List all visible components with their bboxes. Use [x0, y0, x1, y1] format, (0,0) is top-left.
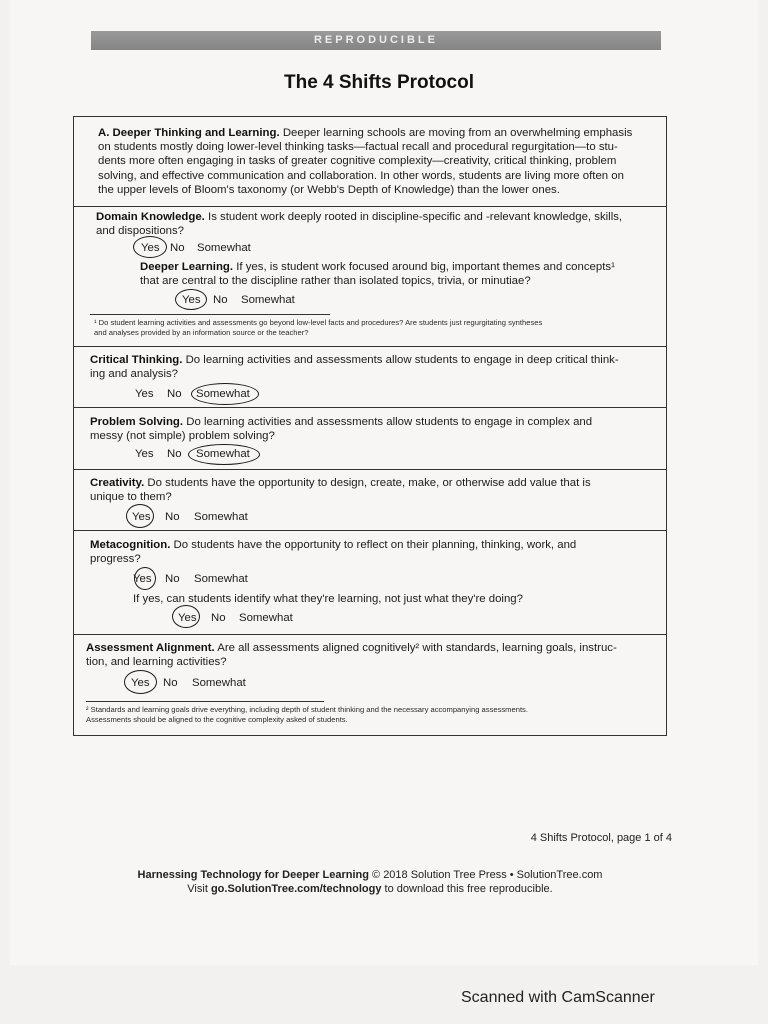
- section-problem-solving: [74, 407, 666, 469]
- option-no[interactable]: No: [165, 511, 180, 523]
- section-a-line: the upper levels of Bloom's taxonomy (or Webb's Depth of Knowledge) than the lower ones.: [98, 183, 560, 196]
- option-yes[interactable]: Yes: [141, 242, 160, 254]
- critical-line: ing and analysis?: [90, 368, 179, 381]
- domain-line: and dispositions?: [96, 225, 185, 238]
- section-a-line: solving, and effective communication and collaboration. In other words, students are living more often on: [98, 169, 624, 182]
- option-somewhat[interactable]: Somewhat: [239, 612, 293, 624]
- option-somewhat[interactable]: Somewhat: [197, 242, 251, 254]
- creativity-line: unique to them?: [90, 491, 172, 504]
- footnote-2: [86, 705, 662, 726]
- section-a-heading: A. Deeper Thinking and Learning.: [98, 127, 280, 139]
- visit-prefix: Visit: [187, 883, 208, 895]
- footnote-line: ² Standards and learning goals drive everything, including depth of student thinking and the necessary accompanying assessments.: [86, 705, 528, 714]
- footnote-line: ¹ Do student learning activities and assessments go beyond low-level facts and procedures? Are students just regurgitating syntheses: [94, 318, 543, 327]
- camscanner-watermark: Scanned with CamScanner: [461, 989, 655, 1006]
- metacognition-line: Do students have the opportunity to reflect on their planning, thinking, work, and: [173, 539, 577, 551]
- option-no[interactable]: No: [211, 612, 226, 624]
- domain-text: [96, 210, 664, 238]
- critical-heading: Critical Thinking.: [90, 354, 183, 366]
- critical-text: [90, 353, 664, 381]
- answer-circle: [124, 670, 157, 694]
- footnote-1: [94, 318, 662, 339]
- deeper-learning-line: that are central to the discipline rather than isolated topics, trivia, or minutiae?: [140, 275, 531, 288]
- footnote-line: Assessments should be aligned to the cognitive complexity asked of students.: [86, 715, 348, 725]
- page-title: The 4 Shifts Protocol: [283, 72, 475, 93]
- option-somewhat[interactable]: Somewhat: [192, 677, 246, 689]
- option-somewhat[interactable]: Somewhat: [194, 573, 248, 585]
- option-yes[interactable]: Yes: [178, 612, 197, 624]
- visit-line: [0, 882, 740, 896]
- metacognition-text: [90, 538, 664, 566]
- option-no[interactable]: No: [167, 448, 182, 460]
- answer-circle: [188, 444, 260, 465]
- option-no[interactable]: No: [213, 294, 228, 306]
- deeper-learning-line: If yes, is student work focused around big, important themes and concepts¹: [236, 261, 615, 273]
- footnote-line: and analyses provided by an information source or the teacher?: [94, 328, 309, 338]
- creativity-heading: Creativity.: [90, 477, 145, 489]
- option-yes[interactable]: Yes: [182, 294, 201, 306]
- section-domain-knowledge: [74, 206, 666, 346]
- footnote-rule: [90, 314, 330, 315]
- critical-line: Do learning activities and assessments allow students to engage in deep critical think-: [185, 354, 619, 366]
- answer-circle: [126, 504, 154, 528]
- assessment-line: tion, and learning activities?: [86, 656, 227, 669]
- problem-heading: Problem Solving.: [90, 416, 184, 428]
- section-assessment-alignment: [74, 634, 666, 737]
- assessment-text: [86, 641, 664, 669]
- metacognition-sub-question: If yes, can students identify what they're learning, not just what they're doing?: [133, 593, 523, 605]
- creativity-text: [90, 476, 664, 504]
- section-a-line: on students mostly doing lower-level thinking tasks—factual recall and procedural regurgitation—to stu-: [98, 141, 618, 154]
- problem-line: Do learning activities and assessments allow students to engage in complex and: [186, 416, 593, 428]
- metacognition-heading: Metacognition.: [90, 539, 171, 551]
- option-no[interactable]: No: [163, 677, 178, 689]
- option-yes[interactable]: Yes: [132, 511, 151, 523]
- reproducible-banner: REPRODUCIBLE: [91, 31, 661, 50]
- section-critical-thinking: [74, 346, 666, 407]
- protocol-box: [73, 116, 667, 736]
- option-somewhat[interactable]: Somewhat: [196, 448, 250, 460]
- option-no[interactable]: No: [170, 242, 185, 254]
- page-info: 4 Shifts Protocol, page 1 of 4: [530, 832, 672, 844]
- option-yes[interactable]: Yes: [135, 448, 154, 460]
- book-credit: [0, 868, 740, 882]
- visit-suffix: to download this free reproducible.: [384, 883, 553, 895]
- option-somewhat[interactable]: Somewhat: [241, 294, 295, 306]
- deeper-learning-heading: Deeper Learning.: [140, 261, 234, 273]
- visit-url[interactable]: go.SolutionTree.com/technology: [210, 883, 382, 895]
- metacognition-line: progress?: [90, 553, 141, 566]
- option-yes[interactable]: Yes: [131, 677, 150, 689]
- assessment-line: Are all assessments aligned cognitively² with standards, learning goals, instruc-: [217, 642, 617, 654]
- problem-text: [90, 415, 664, 443]
- section-a-line: dents more often engaging in tasks of greater cognitive complexity—creativity, critical thinking, problem: [98, 155, 617, 168]
- assessment-heading: Assessment Alignment.: [86, 642, 215, 654]
- creativity-line: Do students have the opportunity to design, create, make, or otherwise add value that is: [147, 477, 591, 489]
- section-creativity: [74, 469, 666, 530]
- problem-line: messy (not simple) problem solving?: [90, 430, 275, 443]
- domain-heading: Domain Knowledge.: [96, 211, 205, 223]
- answer-circle: [175, 289, 207, 310]
- option-yes[interactable]: Yes: [133, 573, 152, 585]
- book-title: Harnessing Technology for Deeper Learning: [137, 869, 369, 881]
- section-a-line: Deeper learning schools are moving from an overwhelming emphasis: [282, 127, 633, 139]
- answer-circle: [134, 567, 156, 590]
- section-metacognition: [74, 530, 666, 634]
- answer-circle: [172, 605, 200, 628]
- domain-line: Is student work deeply rooted in discipline-specific and -relevant knowledge, skills,: [208, 211, 623, 223]
- section-a-text: [98, 126, 664, 197]
- copyright: © 2018 Solution Tree Press • SolutionTree.com: [372, 869, 603, 881]
- option-yes[interactable]: Yes: [135, 388, 154, 400]
- footnote-rule: [86, 701, 324, 702]
- answer-circle: [191, 383, 259, 405]
- deeper-learning-text: [140, 260, 660, 288]
- option-no[interactable]: No: [167, 388, 182, 400]
- option-somewhat[interactable]: Somewhat: [194, 511, 248, 523]
- section-deeper-thinking: [74, 117, 666, 206]
- option-no[interactable]: No: [165, 573, 180, 585]
- answer-circle: [133, 236, 167, 258]
- option-somewhat[interactable]: Somewhat: [196, 388, 250, 400]
